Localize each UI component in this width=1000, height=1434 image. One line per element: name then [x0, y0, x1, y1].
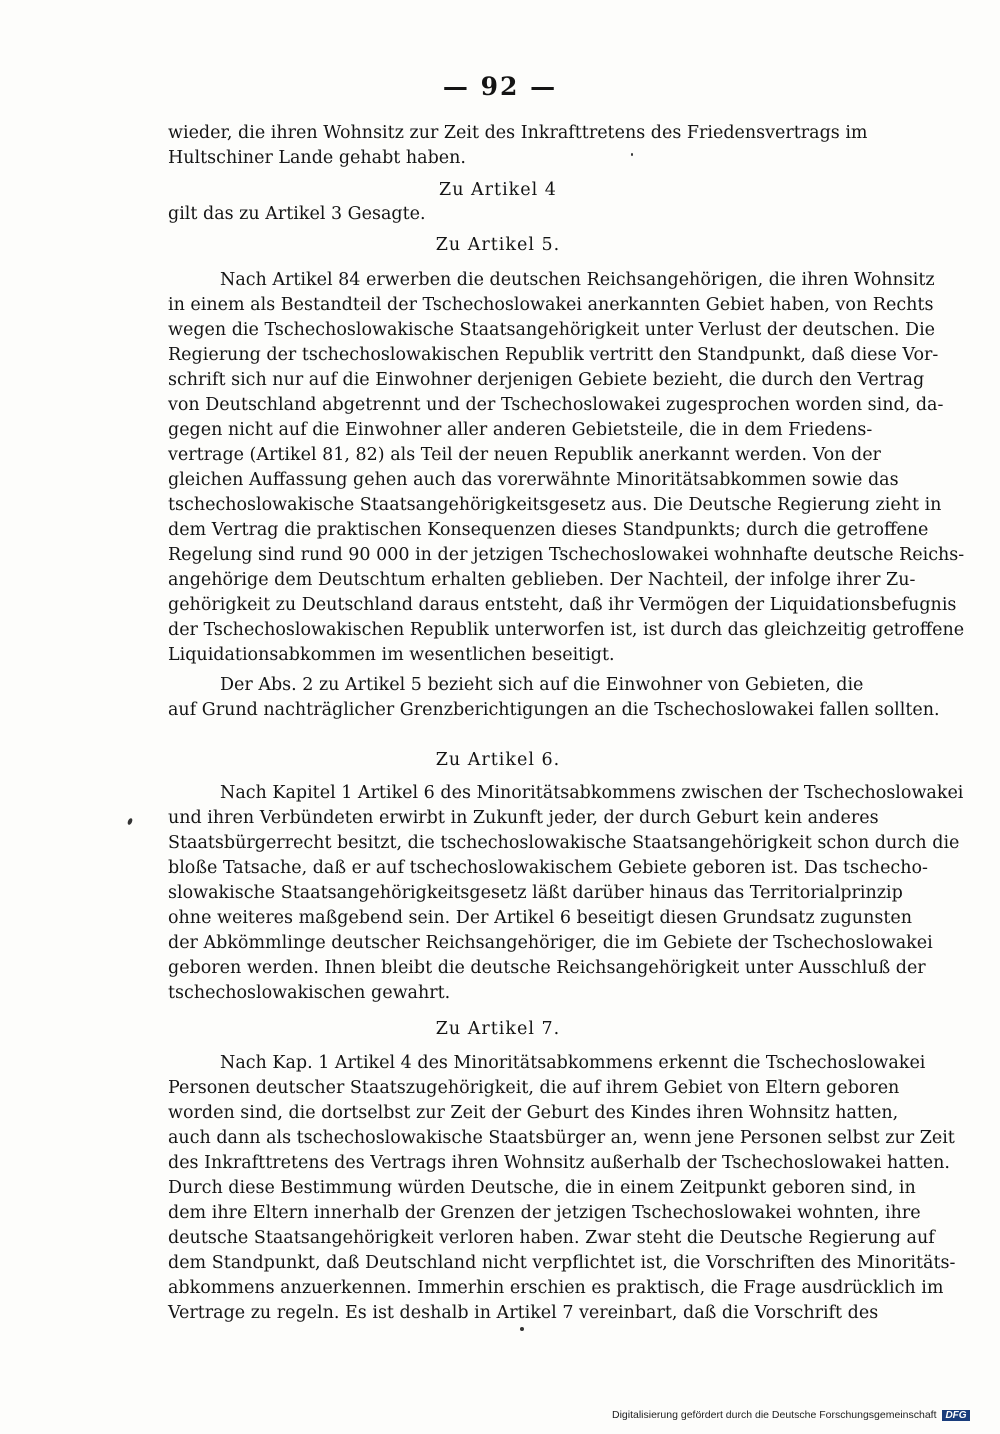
text-line: Liquidationsabkommen im wesentlichen beseitigt. [168, 645, 615, 665]
page-number: — 92 — [442, 72, 558, 101]
section-heading: Zu Artikel 7. [435, 1019, 561, 1039]
text-line: gilt das zu Artikel 3 Gesagte. [168, 204, 426, 224]
text-line: auf Grund nachträglicher Grenzberichtigungen an die Tschechoslowakei fallen sollten. [168, 700, 940, 720]
text-line: abkommens anzuerkennen. Immerhin erschien es praktisch, die Frage ausdrücklich im [168, 1278, 944, 1298]
text-line: gegen nicht auf die Einwohner aller anderen Gebietsteile, die in dem Friedens- [168, 420, 873, 440]
text-line: geboren werden. Ihnen bleibt die deutsche Reichsangehörigkeit unter Ausschluß der [168, 958, 926, 978]
text-line: Regelung sind rund 90 000 in der jetzigen Tschechoslowakei wohnhafte deutsche Reichs- [168, 545, 965, 565]
text-line: der Tschechoslowakischen Republik unterworfen ist, ist durch das gleichzeitig getroffene [168, 620, 965, 640]
text-line: vertrage (Artikel 81, 82) als Teil der neuen Republik anerkannt werden. Von der [168, 445, 881, 465]
text-line: und ihren Verbündeten erwirbt in Zukunft jeder, der durch Geburt kein anderes [168, 808, 879, 828]
footer-credit [612, 1409, 970, 1421]
text-line: dem ihre Eltern innerhalb der Grenzen der jetzigen Tschechoslowakei wohnten, ihre [168, 1203, 921, 1223]
text-line: Regierung der tschechoslowakischen Republik vertritt den Standpunkt, daß diese Vor- [168, 345, 939, 365]
text-line: ohne weiteres maßgebend sein. Der Artikel 6 beseitigt diesen Grundsatz zugunsten [168, 908, 912, 928]
text-line: Der Abs. 2 zu Artikel 5 bezieht sich auf die Einwohner von Gebieten, die [220, 675, 864, 695]
dfg-logo: DFG [942, 1410, 969, 1421]
text-line: angehörige dem Deutschtum erhalten geblieben. Der Nachteil, der infolge ihrer Zu- [168, 570, 916, 590]
text-line: schrift sich nur auf die Einwohner derjenigen Gebiete bezieht, die durch den Vertrag [168, 370, 925, 390]
text-line: Durch diese Bestimmung würden Deutsche, die in einem Zeitpunkt geboren sind, in [168, 1178, 916, 1198]
text-line: auch dann als tschechoslowakische Staatsbürger an, wenn jene Personen selbst zur Zeit [168, 1128, 955, 1148]
ink-speck [520, 1327, 524, 1331]
text-line: tschechoslowakischen gewahrt. [168, 983, 451, 1003]
text-line: Nach Kapitel 1 Artikel 6 des Minoritätsabkommens zwischen der Tschechoslowakei [220, 783, 964, 803]
text-line: Nach Kap. 1 Artikel 4 des Minoritätsabkommens erkennt die Tschechoslowakei [220, 1053, 926, 1073]
text-line: der Abkömmlinge deutscher Reichsangehöriger, die im Gebiete der Tschechoslowakei [168, 933, 933, 953]
text-line: wieder, die ihren Wohnsitz zur Zeit des Inkrafttretens des Friedensvertrags im [168, 123, 868, 143]
text-line: gleichen Auffassung gehen auch das vorerwähnte Minoritätsabkommen sowie das [168, 470, 899, 490]
footer-text: Digitalisierung gefördert durch die Deutsche Forschungsgemeinschaft [612, 1409, 937, 1421]
text-line: Staatsbürgerrecht besitzt, die tschechoslowakische Staatsangehörigkeit schon durch die [168, 833, 960, 853]
text-line: worden sind, die dortselbst zur Zeit der Geburt des Kindes ihren Wohnsitz hatten, [168, 1103, 899, 1123]
text-line: dem Vertrag die praktischen Konsequenzen dieses Standpunkts; durch die getroffene [168, 520, 929, 540]
ink-speck [631, 153, 633, 156]
text-line: tschechoslowakische Staatsangehörigkeitsgesetz aus. Die Deutsche Regierung zieht in [168, 495, 942, 515]
text-line: Nach Artikel 84 erwerben die deutschen Reichsangehörigen, die ihren Wohnsitz [220, 270, 935, 290]
text-line: slowakische Staatsangehörigkeitsgesetz läßt darüber hinaus das Territorialprinzip [168, 883, 903, 903]
text-line: Vertrage zu regeln. Es ist deshalb in Artikel 7 vereinbart, daß die Vorschrift des [168, 1303, 879, 1323]
text-line: deutsche Staatsangehörigkeit verloren haben. Zwar steht die Deutsche Regierung auf [168, 1228, 935, 1248]
text-line: bloße Tatsache, daß er auf tschechoslowakischem Gebiete geboren ist. Das tschecho- [168, 858, 928, 878]
text-line: in einem als Bestandteil der Tschechoslowakei anerkannten Gebiet haben, von Rechts [168, 295, 934, 315]
section-heading: Zu Artikel 5. [435, 235, 561, 255]
text-line: dem Standpunkt, daß Deutschland nicht verpflichtet ist, die Vorschriften des Minoritäts- [168, 1253, 956, 1273]
text-line: Hultschiner Lande gehabt haben. [168, 148, 466, 168]
ink-speck [127, 817, 134, 825]
section-heading: Zu Artikel 6. [435, 750, 561, 770]
text-line: von Deutschland abgetrennt und der Tschechoslowakei zugesprochen worden sind, da- [168, 395, 944, 415]
text-line: wegen die Tschechoslowakische Staatsangehörigkeit unter Verlust der deutschen. Die [168, 320, 936, 340]
text-line: Personen deutscher Staatszugehörigkeit, die auf ihrem Gebiet von Eltern geboren [168, 1078, 900, 1098]
section-heading: Zu Artikel 4 [439, 180, 557, 200]
text-line: gehörigkeit zu Deutschland daraus entsteht, daß ihr Vermögen der Liquidationsbefugnis [168, 595, 957, 615]
text-line: des Inkrafttretens des Vertrags ihren Wohnsitz außerhalb der Tschechoslowakei hatten. [168, 1153, 950, 1173]
